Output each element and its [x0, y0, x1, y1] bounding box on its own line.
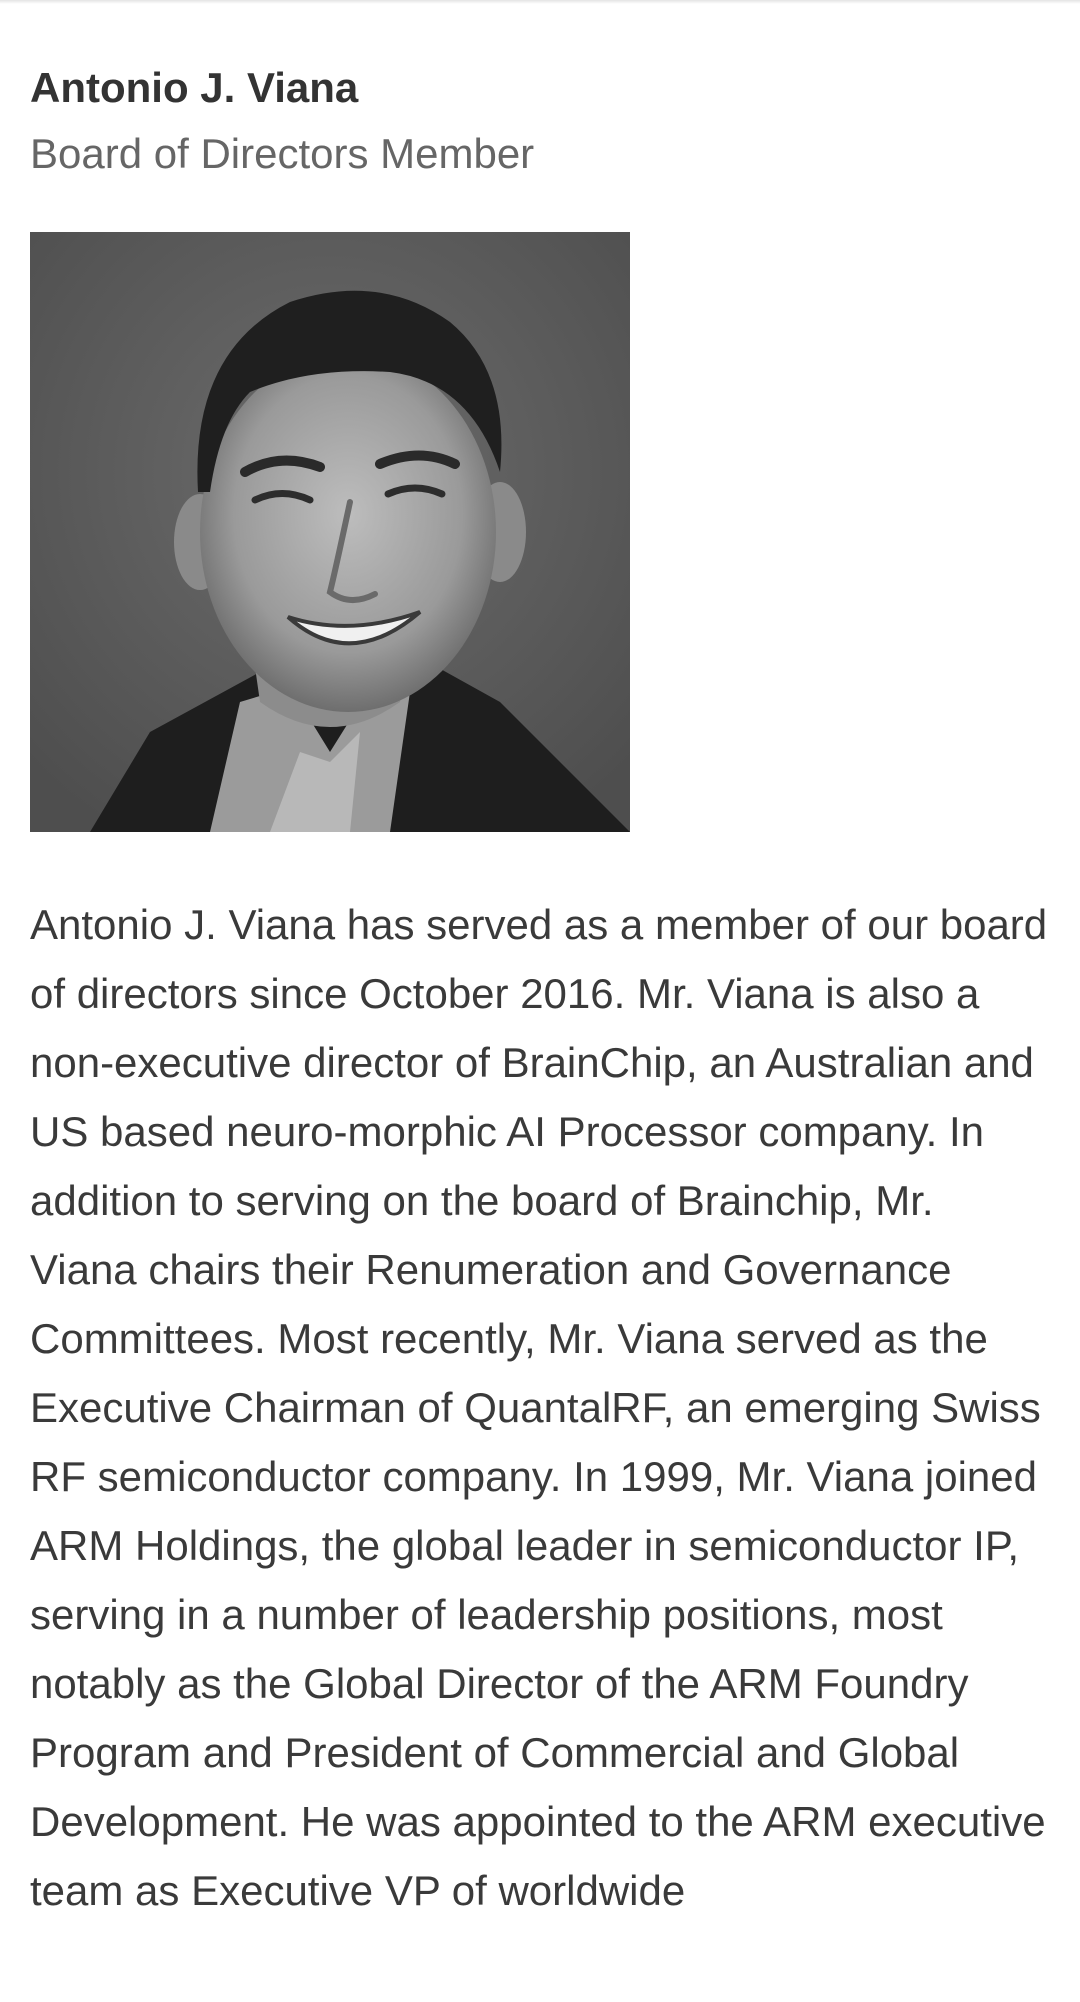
profile-card: [30, 58, 1050, 1925]
biography-text: Antonio J. Viana has served as a member of our board of directors since October 2016. Mr. Viana is also a non-executive director of BrainChip, an Australian and US based neuro-morphic AI Processor company. In addition to serving on the board of Brainchip, Mr. Viana chairs their Renumeration and Governance Committees. Most recently, Mr. Viana served as the Executive Chairman of QuantalRF, an emerging Swiss RF semiconductor company. In 1999, Mr. Viana joined ARM Holdings, the global leader in semiconductor IP, serving in a number of leadership positions, most notably as the Global Director of the ARM Foundry Program and President of Commercial and Global Development. He was appointed to the ARM executive team as Executive VP of worldwide: [30, 901, 1048, 1914]
person-role: Board of Directors Member: [30, 130, 535, 177]
headshot-photo: [30, 232, 630, 832]
person-name: Antonio J. Viana: [30, 64, 359, 111]
top-divider: [0, 0, 1080, 4]
